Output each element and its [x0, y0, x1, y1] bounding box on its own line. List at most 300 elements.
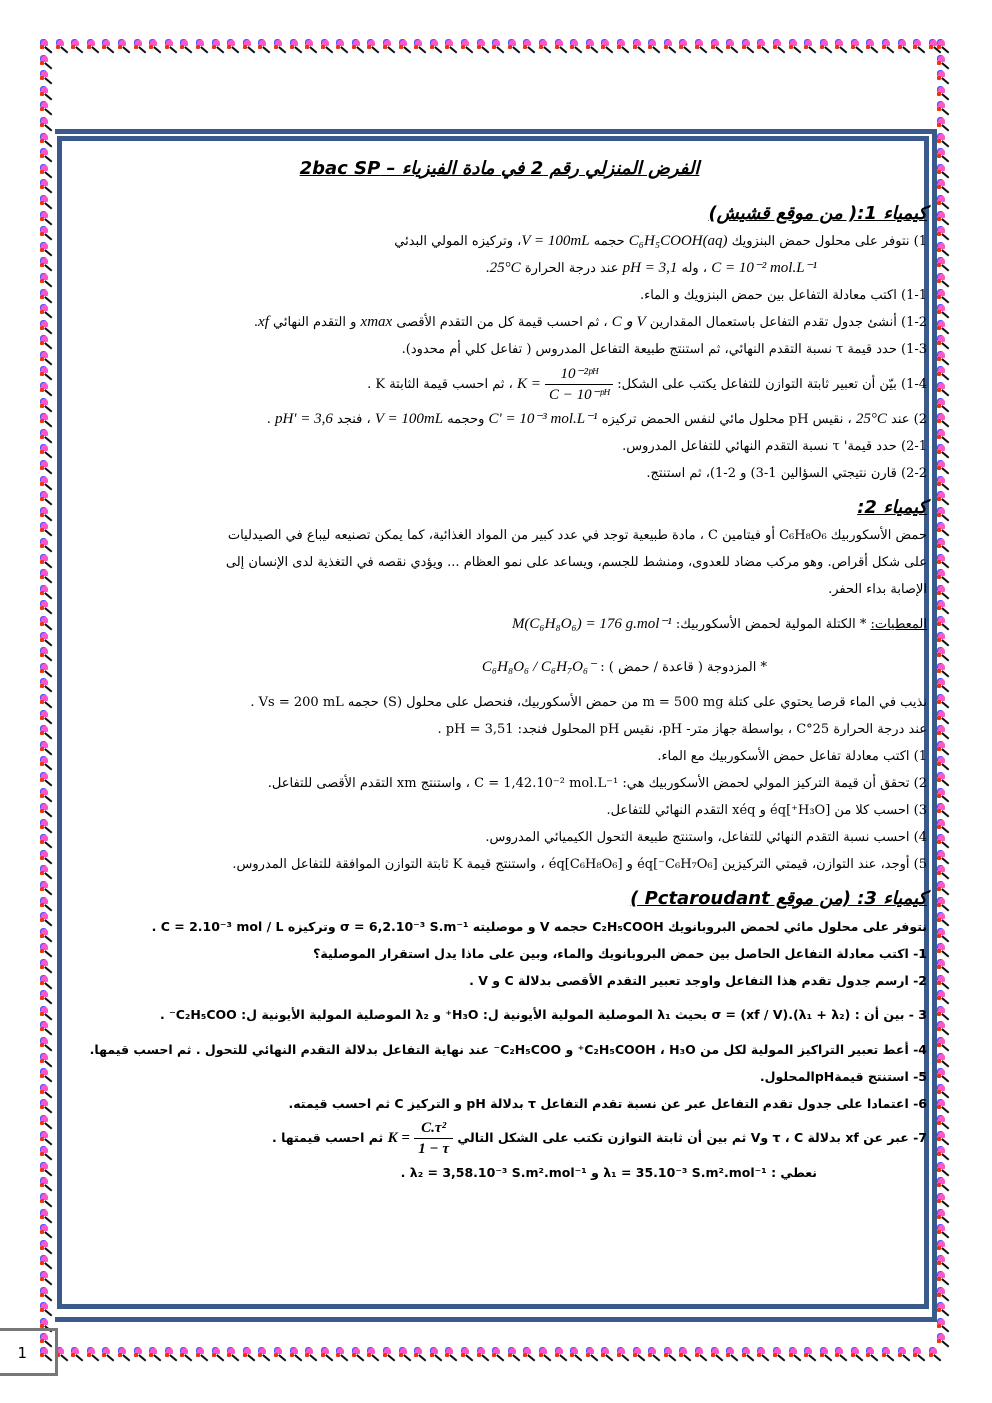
pin-ornament-icon [165, 40, 181, 56]
chem1-question-1-1: 1-1) اكتب معادلة التفاعل بين حمض البنزويك و الماء. [639, 288, 927, 303]
chem3-question-7 [72, 1117, 927, 1159]
pin-ornament-icon [570, 40, 586, 56]
pin-ornament-icon [40, 87, 56, 103]
pin-ornament-icon [40, 1178, 56, 1194]
pin-ornament-icon [539, 1348, 555, 1364]
pin-ornament-icon [804, 40, 820, 56]
pin-ornament-icon [937, 1241, 953, 1257]
pin-ornament-icon [40, 430, 56, 446]
pin-ornament-icon [414, 40, 430, 56]
pin-ornament-icon [937, 586, 953, 602]
pin-ornament-icon [71, 40, 87, 56]
pin-ornament-icon [882, 1348, 898, 1364]
fraction-denominator: C − 10⁻ᵖᴴ [548, 387, 610, 403]
chem1-question-2-2: 2-2) قارن نتيجتي السؤالين 1-3) و 2-1)، ثم استنتج. [646, 466, 927, 481]
pin-ornament-icon [937, 1288, 953, 1304]
pin-ornament-icon [40, 56, 56, 72]
k-symbol: K = [387, 1130, 410, 1146]
text: عند درجة الحرارة [524, 261, 619, 276]
pin-ornament-icon [664, 40, 680, 56]
pin-ornament-icon [679, 40, 695, 56]
formula: C₆H₅COOH(aq) [628, 233, 728, 249]
pin-ornament-icon [492, 40, 508, 56]
pin-ornament-icon [336, 40, 352, 56]
text: ، وتركيزه المولي البدئي [394, 234, 522, 249]
text: 1-4) بيّن أن تعبير ثابتة التوازن للتفاعل يكتب على الشكل: [617, 377, 927, 392]
pin-ornament-icon [898, 1348, 914, 1364]
chem3-question-1: 1- اكتب معادلة التفاعل الحاصل بين حمض البروبانويك والماء، وبين على ماذا يدل استقرار الموصلية؟ [313, 946, 927, 961]
acid-base-couple: C₆H₈O₆ / C₆H₇O₆⁻ [481, 659, 597, 675]
pin-ornament-icon [937, 165, 953, 181]
text: 2) عند [891, 412, 927, 427]
pin-ornament-icon [336, 1348, 352, 1364]
pin-ornament-icon [937, 258, 953, 274]
pin-ornament-icon [40, 1303, 56, 1319]
pin-ornament-icon [40, 679, 56, 695]
pin-ornament-icon [937, 913, 953, 929]
pin-ornament-icon [937, 555, 953, 571]
pin-ornament-icon [445, 1348, 461, 1364]
pin-ornament-icon [937, 742, 953, 758]
pin-ornament-icon [290, 40, 306, 56]
pin-ornament-icon [937, 1303, 953, 1319]
pin-ornament-icon [679, 1348, 695, 1364]
pin-ornament-icon [40, 71, 56, 87]
pin-ornament-icon [40, 570, 56, 586]
pin-ornament-icon [118, 1348, 134, 1364]
pin-ornament-icon [695, 1348, 711, 1364]
pin-ornament-icon [937, 56, 953, 72]
k-symbol: K = [516, 376, 541, 392]
pin-ornament-icon [40, 461, 56, 477]
pin-ornament-icon [134, 1348, 150, 1364]
pin-ornament-icon [445, 40, 461, 56]
pin-ornament-icon [757, 40, 773, 56]
pin-ornament-icon [149, 1348, 165, 1364]
pin-ornament-icon [40, 1100, 56, 1116]
pin-ornament-icon [243, 1348, 259, 1364]
chem2-question-2: 2) تحقق أن قيمة التركيز المولي لحمض الأسكوربيك هي: C = 1,42.10⁻² mol.L⁻¹ ، واستنتج xm التقدم الأقصى للتفاعل. [267, 776, 927, 791]
chem1-heading: كيمياء 1:( من موقع قشيش) [708, 203, 927, 224]
pin-ornament-icon [937, 523, 953, 539]
pin-ornament-icon [937, 617, 953, 633]
pin-ornament-icon [40, 212, 56, 228]
pin-ornament-icon [937, 726, 953, 742]
pin-ornament-icon [430, 40, 446, 56]
pin-ornament-icon [40, 321, 56, 337]
pin-ornament-icon [40, 804, 56, 820]
pin-ornament-icon [414, 1348, 430, 1364]
pin-ornament-icon [937, 835, 953, 851]
pin-ornament-icon [929, 1348, 945, 1364]
pin-ornament-icon [523, 1348, 539, 1364]
pin-ornament-icon [40, 414, 56, 430]
pin-ornament-icon [40, 227, 56, 243]
pin-ornament-icon [180, 1348, 196, 1364]
volume-value: V = 100mL [521, 233, 590, 249]
pin-ornament-icon [726, 40, 742, 56]
pin-ornament-icon [820, 40, 836, 56]
chem2-question-3: 3) احسب كلا من [H₃O⁺]éq و xéq التقدم النهائي للتفاعل. [606, 803, 927, 818]
pin-ornament-icon [40, 726, 56, 742]
pin-ornament-icon [367, 1348, 383, 1364]
chem2-given-1 [72, 603, 927, 646]
chem3-intro: نتوفر على محلول مائي لحمض البروبانويك C₂H₅COOH حجمه V و موصليته σ = 6,2.10⁻³ S.m⁻¹ وتركيزه C = 2.10⁻³ mol / L . [151, 919, 927, 934]
pin-ornament-icon [937, 789, 953, 805]
chem3-heading: كيمياء 3: (من موقع Pctaroudant ) [630, 888, 927, 909]
pin-ornament-icon [40, 290, 56, 306]
pin-ornament-icon [258, 1348, 274, 1364]
pin-ornament-icon [352, 1348, 368, 1364]
pin-ornament-icon [40, 134, 56, 150]
pin-ornament-icon [40, 305, 56, 321]
pin-ornament-icon [461, 40, 477, 56]
xmax-symbol: xmax [360, 314, 393, 330]
pin-ornament-icon [40, 789, 56, 805]
pin-ornament-icon [40, 399, 56, 415]
pin-ornament-icon [40, 882, 56, 898]
ph-value: pH' = 3,6 [274, 411, 333, 427]
pin-ornament-icon [937, 1256, 953, 1272]
pin-ornament-icon [40, 539, 56, 555]
pin-ornament-icon [102, 40, 118, 56]
chem1-question-1-3: 1-3) حدد قيمة τ نسبة التقدم النهائي، ثم استنتج طبيعة التفاعل المدروس ( تفاعل كلي أم محدود). [401, 342, 927, 357]
chem1-intro-line-1 [72, 228, 927, 255]
chem3-question-2: 2- ارسم جدول تقدم هذا التفاعل واوجد تعبير التقدم الأقصى بدلالة C و V . [469, 973, 927, 988]
pin-ornament-icon [648, 1348, 664, 1364]
pin-ornament-icon [937, 305, 953, 321]
pin-ornament-icon [539, 40, 555, 56]
pin-ornament-icon [492, 1348, 508, 1364]
pin-ornament-icon [937, 290, 953, 306]
pin-ornament-icon [383, 1348, 399, 1364]
chem3-question-3: 3 - بين أن : σ = (xf / V).(λ₁ + λ₂) بحيث λ₁ الموصلية المولية الأيونية ل: H₃O⁺ و λ₂ الموصلية المولية الأيونية ل: C₂H₅COO⁻ . [160, 1007, 927, 1022]
pin-ornament-icon [40, 1225, 56, 1241]
pin-ornament-icon [937, 274, 953, 290]
temperature-value: 25°C [489, 260, 521, 276]
chem1-question-2-1: 2-1) حدد قيمة' τ نسبة التقدم النهائي للتفاعل المدروس. [622, 439, 927, 454]
pin-ornament-icon [40, 944, 56, 960]
pin-ornament-icon [40, 664, 56, 680]
pin-ornament-icon [305, 1348, 321, 1364]
pin-ornament-icon [40, 508, 56, 524]
pin-ornament-icon [937, 1147, 953, 1163]
pin-ornament-icon [937, 1100, 953, 1116]
pin-ornament-icon [937, 1194, 953, 1210]
pin-ornament-icon [71, 1348, 87, 1364]
chem2-question-1: 1) اكتب معادلة تفاعل حمض الأسكوربيك مع الماء. [657, 749, 927, 764]
pin-ornament-icon [789, 40, 805, 56]
decorative-border-left [40, 40, 56, 1350]
pin-ornament-icon [820, 1348, 836, 1364]
chem3-given: نعطي : λ₁ = 35.10⁻³ S.m².mol⁻¹ و λ₂ = 3,58.10⁻³ S.m².mol⁻¹ . [400, 1165, 817, 1180]
decorative-border-right [937, 40, 953, 1350]
text: 1) نتوفر على محلول حمض البنزويك [731, 234, 927, 249]
pin-ornament-icon [789, 1348, 805, 1364]
pin-ornament-icon [40, 383, 56, 399]
pin-ornament-icon [937, 804, 953, 820]
pin-ornament-icon [212, 1348, 228, 1364]
chem2-section [72, 497, 927, 878]
pin-ornament-icon [134, 40, 150, 56]
pin-ornament-icon [937, 1178, 953, 1194]
pin-ornament-icon [937, 1116, 953, 1132]
pin-ornament-icon [40, 1054, 56, 1070]
pin-ornament-icon [937, 648, 953, 664]
k-formula-fraction [545, 364, 613, 405]
page-number-box [0, 1328, 58, 1376]
pin-ornament-icon [477, 40, 493, 56]
pin-ornament-icon [40, 1272, 56, 1288]
pin-ornament-icon [56, 40, 72, 56]
pin-ornament-icon [757, 1348, 773, 1364]
molar-mass-value: M(C₆H₈O₆) = 176 g.mol⁻¹ [511, 616, 672, 632]
text: ، فنجد [337, 412, 371, 427]
pin-ornament-icon [40, 1038, 56, 1054]
pin-ornament-icon [937, 1210, 953, 1226]
k-formula-fraction [414, 1118, 453, 1159]
pin-ornament-icon [937, 882, 953, 898]
pin-ornament-icon [937, 898, 953, 914]
pin-ornament-icon [40, 617, 56, 633]
pin-ornament-icon [937, 508, 953, 524]
pin-ornament-icon [555, 40, 571, 56]
pin-ornament-icon [399, 1348, 415, 1364]
pin-ornament-icon [937, 539, 953, 555]
chem1-part2-intro: 2) عند 25°C ، نقيس pH محلول مائي لنفس الحمض تركيزه C' = 10⁻³ mol.L⁻¹ وحجمه V = 100mL ، فنجد pH' = 3,6 . [266, 411, 927, 427]
pin-ornament-icon [617, 40, 633, 56]
pin-ornament-icon [937, 492, 953, 508]
text: ثم احسب قيمتها . [271, 1130, 384, 1145]
text: 7- عبر عن xf بدلالة τ ، C وV ثم بين أن ثابتة التوازن تكتب على الشكل التالي [457, 1130, 927, 1145]
pin-ornament-icon [40, 1241, 56, 1257]
pin-ornament-icon [40, 976, 56, 992]
pin-ornament-icon [633, 40, 649, 56]
pin-ornament-icon [508, 40, 524, 56]
pin-ornament-icon [937, 1319, 953, 1335]
pin-ornament-icon [601, 40, 617, 56]
chem2-heading: كيمياء 2: [857, 497, 927, 518]
pin-ornament-icon [851, 40, 867, 56]
pin-ornament-icon [40, 258, 56, 274]
pin-ornament-icon [40, 866, 56, 882]
pin-ornament-icon [937, 118, 953, 134]
pin-ornament-icon [40, 555, 56, 571]
page-title: الفرض المنزلي رقم 2 في مادة الفيزياء – 2bac SP [299, 158, 700, 179]
pin-ornament-icon [40, 648, 56, 664]
pin-ornament-icon [477, 1348, 493, 1364]
pin-ornament-icon [937, 383, 953, 399]
pin-ornament-icon [937, 1085, 953, 1101]
pin-ornament-icon [40, 243, 56, 259]
chem2-paragraph-line-1: حمض الأسكوربيك C₆H₈O₆ أو فيتامين C ، مادة طبيعية توجد في عدد كبير من المواد الغذائية، كما يمكن تصنيعه ليباع في الصيدليات [227, 528, 927, 543]
pin-ornament-icon [898, 40, 914, 56]
pin-ornament-icon [866, 1348, 882, 1364]
pin-ornament-icon [40, 1256, 56, 1272]
pin-ornament-icon [40, 695, 56, 711]
pin-ornament-icon [40, 196, 56, 212]
decorative-border-top [40, 40, 944, 56]
pin-ornament-icon [40, 1194, 56, 1210]
pin-ornament-icon [40, 1288, 56, 1304]
pin-ornament-icon [937, 1054, 953, 1070]
pin-ornament-icon [399, 40, 415, 56]
pin-ornament-icon [40, 1022, 56, 1038]
pin-ornament-icon [882, 40, 898, 56]
concentration-value: C' = 10⁻³ mol.L⁻¹ [488, 411, 598, 427]
pin-ornament-icon [773, 1348, 789, 1364]
text: ، ثم احسب قيمة الثابتة K . [367, 377, 513, 392]
pin-ornament-icon [40, 742, 56, 758]
chem3-question-6: 6- اعتمادا على جدول تقدم التفاعل عبر عن نسبة تقدم التفاعل τ بدلالة pH و التركيز C ثم احسب قيمته. [288, 1096, 927, 1111]
text: * المزدوجة ( قاعدة / حمض ) : [600, 660, 767, 675]
pin-ornament-icon [570, 1348, 586, 1364]
pin-ornament-icon [937, 960, 953, 976]
pin-ornament-icon [40, 991, 56, 1007]
pin-ornament-icon [937, 227, 953, 243]
pin-ornament-icon [695, 40, 711, 56]
pin-ornament-icon [40, 274, 56, 290]
pin-ornament-icon [937, 1038, 953, 1054]
pin-ornament-icon [937, 1007, 953, 1023]
chem2-paragraph-line-2: على شكل أقراص. وهو مركب مضاد للعدوى، ومنشط للجسم، ويساعد على نمو العظام ... ويؤدي نقصه في التغذية لدى الإنسان إلى [225, 555, 927, 570]
pin-ornament-icon [937, 991, 953, 1007]
chem2-setup-1: نذيب في الماء قرصا يحتوي على كتلة m = 500 mg من حمض الأسكوربيك، فنحصل على محلول (S) حجمه Vs = 200 mL . [250, 695, 927, 710]
pin-ornament-icon [937, 695, 953, 711]
pin-ornament-icon [937, 461, 953, 477]
pin-ornament-icon [773, 40, 789, 56]
text: وحجمه [447, 412, 485, 427]
pin-ornament-icon [937, 40, 953, 56]
chem1-question-1-4 [72, 363, 927, 406]
chem1-section [72, 203, 927, 487]
pin-ornament-icon [40, 180, 56, 196]
xf-symbol: xf [258, 314, 269, 330]
pin-ornament-icon [40, 601, 56, 617]
chem2-paragraph-line-3: الإصابة بداء الحفر. [828, 582, 927, 597]
pin-ornament-icon [87, 1348, 103, 1364]
pin-ornament-icon [937, 87, 953, 103]
pin-ornament-icon [383, 40, 399, 56]
pin-ornament-icon [937, 757, 953, 773]
pin-ornament-icon [937, 570, 953, 586]
pin-ornament-icon [937, 1163, 953, 1179]
pin-ornament-icon [40, 165, 56, 181]
pin-ornament-icon [40, 336, 56, 352]
chem2-given-2 [72, 646, 927, 689]
pin-ornament-icon [40, 757, 56, 773]
pin-ornament-icon [913, 40, 929, 56]
pin-ornament-icon [258, 40, 274, 56]
pin-ornament-icon [835, 40, 851, 56]
chem1-question-1-2: 1-2) أنشئ جدول تقدم التفاعل باستعمال المقدارين C و V ، ثم احسب قيمة كل من التقدم الأقصى xmax و التقدم النهائي xf. [253, 314, 927, 330]
pin-ornament-icon [937, 477, 953, 493]
pin-ornament-icon [40, 102, 56, 118]
pin-ornament-icon [937, 367, 953, 383]
chem2-question-4: 4) احسب نسبة التقدم النهائي للتفاعل، واستنتج طبيعة التحول الكيميائي المدروس. [485, 830, 927, 845]
pin-ornament-icon [40, 586, 56, 602]
pin-ornament-icon [40, 149, 56, 165]
pin-ornament-icon [937, 336, 953, 352]
pin-ornament-icon [40, 1163, 56, 1179]
pin-ornament-icon [555, 1348, 571, 1364]
pin-ornament-icon [102, 1348, 118, 1364]
pin-ornament-icon [937, 102, 953, 118]
chem3-section [72, 888, 927, 1186]
pin-ornament-icon [937, 1225, 953, 1241]
decorative-border-bottom [40, 1348, 944, 1364]
pin-ornament-icon [40, 1085, 56, 1101]
document-content [72, 150, 927, 1186]
text: * الكتلة المولية لحمض الأسكوربيك: [675, 617, 867, 632]
pin-ornament-icon [40, 492, 56, 508]
ph-value: pH = 3,1 [622, 260, 678, 276]
pin-ornament-icon [430, 1348, 446, 1364]
given-label: المعطيات: [870, 617, 927, 632]
pin-ornament-icon [742, 1348, 758, 1364]
pin-ornament-icon [196, 1348, 212, 1364]
variables: C و V [611, 314, 646, 330]
pin-ornament-icon [40, 40, 56, 56]
pin-ornament-icon [937, 1334, 953, 1350]
pin-ornament-icon [913, 1348, 929, 1364]
pin-ornament-icon [586, 40, 602, 56]
pin-ornament-icon [937, 633, 953, 649]
pin-ornament-icon [937, 976, 953, 992]
pin-ornament-icon [40, 445, 56, 461]
text: ، وله [681, 261, 708, 276]
pin-ornament-icon [40, 1007, 56, 1023]
pin-ornament-icon [937, 321, 953, 337]
text: و التقدم النهائي [273, 315, 357, 330]
pin-ornament-icon [461, 1348, 477, 1364]
pin-ornament-icon [937, 1069, 953, 1085]
pin-ornament-icon [804, 1348, 820, 1364]
pin-ornament-icon [937, 711, 953, 727]
pin-ornament-icon [937, 866, 953, 882]
pin-ornament-icon [40, 1210, 56, 1226]
pin-ornament-icon [937, 399, 953, 415]
pin-ornament-icon [40, 851, 56, 867]
pin-ornament-icon [352, 40, 368, 56]
volume-value: V = 100mL [374, 411, 444, 427]
pin-ornament-icon [726, 1348, 742, 1364]
pin-ornament-icon [118, 40, 134, 56]
pin-ornament-icon [40, 773, 56, 789]
pin-ornament-icon [937, 944, 953, 960]
text: ، ثم احسب قيمة كل من التقدم الأقصى [396, 315, 608, 330]
pin-ornament-icon [937, 180, 953, 196]
temperature-value: 25°C [855, 411, 887, 427]
pin-ornament-icon [937, 71, 953, 87]
pin-ornament-icon [321, 40, 337, 56]
chem2-question-5: 5) أوجد، عند التوازن، قيمتي التركيزين [C₆H₇O₆⁻]éq و [C₆H₈O₆]éq ، واستنتج قيمة K ثابتة التوازن الموافقة للتفاعل المدروس. [232, 857, 927, 872]
pin-ornament-icon [40, 913, 56, 929]
pin-ornament-icon [937, 134, 953, 150]
pin-ornament-icon [40, 929, 56, 945]
pin-ornament-icon [290, 1348, 306, 1364]
pin-ornament-icon [711, 1348, 727, 1364]
pin-ornament-icon [180, 40, 196, 56]
pin-ornament-icon [40, 118, 56, 134]
pin-ornament-icon [40, 1116, 56, 1132]
pin-ornament-icon [274, 40, 290, 56]
pin-ornament-icon [937, 430, 953, 446]
fraction-numerator: 10⁻²ᵖᴴ [545, 364, 613, 385]
pin-ornament-icon [40, 477, 56, 493]
fraction-numerator: C.τ² [414, 1118, 453, 1139]
pin-ornament-icon [937, 1132, 953, 1148]
